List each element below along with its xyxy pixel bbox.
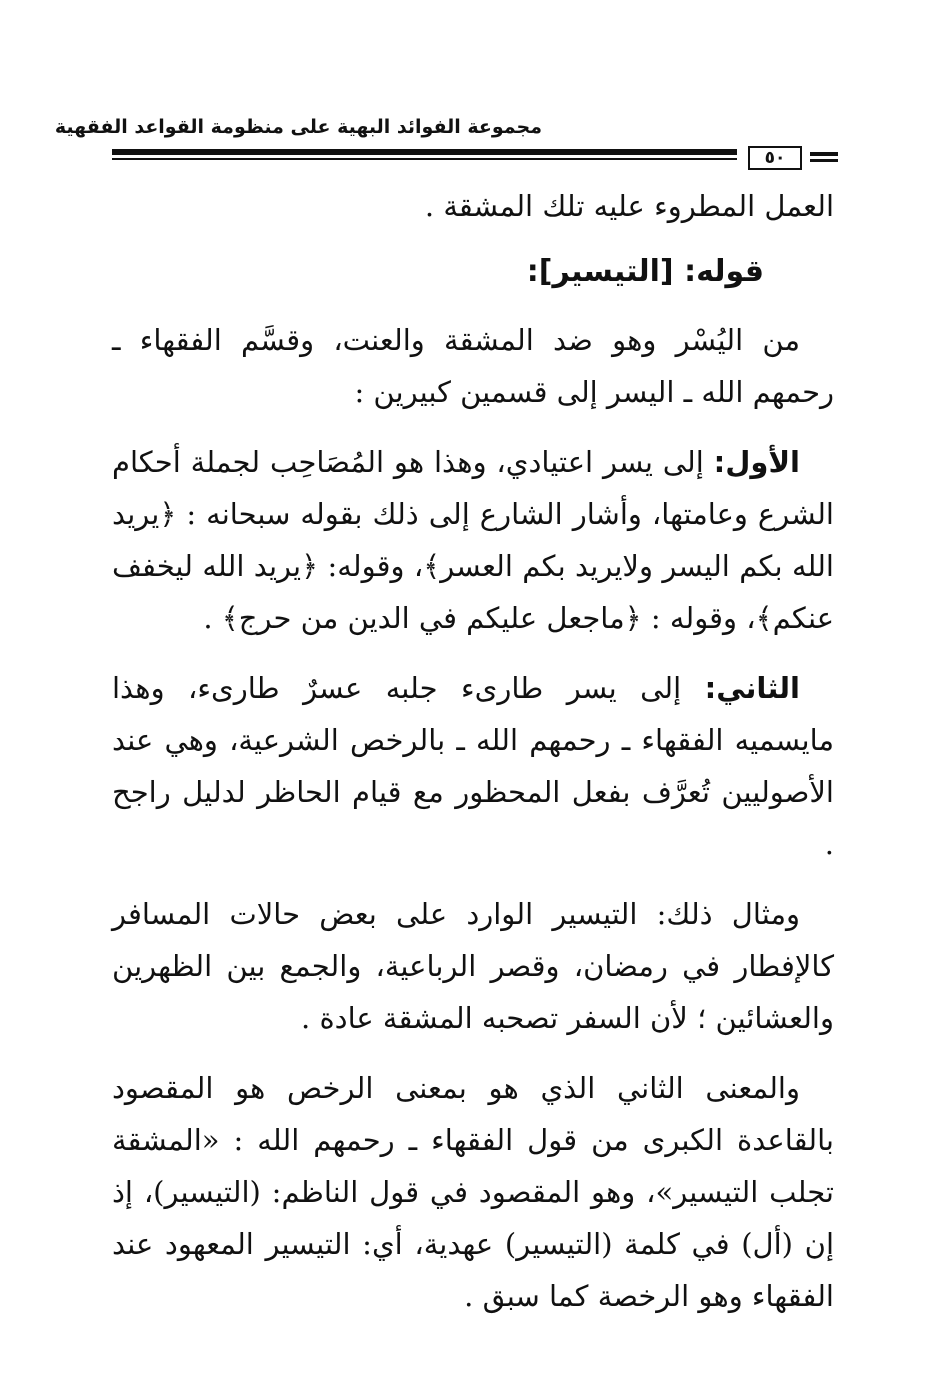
section-heading: قوله: [التيسير]:: [526, 254, 764, 289]
header-side-rule: [810, 152, 838, 156]
page-body: [112, 180, 834, 1340]
header-rule-thin: [112, 158, 737, 160]
paragraph-second-meaning: والمعنى الثاني الذي هو بمعنى الرخص هو المقصود بالقاعدة الكبرى من قول الفقهاء ـ رحمهم الله : «المشقة تجلب التيسير»، وهو المقصود في قول الناظم: (التيسير)، إذ إن (أل) في كلمة (التيسير) عهدية، أي: التيسير المعهود عند الفقهاء وهو الرخصة كما سبق .: [112, 1071, 834, 1313]
paragraph-definition: من اليُسْر وهو ضد المشقة والعنت، وقسَّم الفقهاء ـ رحمهم الله ـ اليسر إلى قسمين كبيرين :: [112, 323, 834, 409]
paragraph-text: إلى يسر اعتيادي، وهذا هو المُصَاحِب لجملة أحكام الشرع وعامتها، وأشار الشارع إلى ذلك بقوله سبحانه : ﴿يريد الله بكم اليسر ولايريد بكم العسر﴾، وقوله: ﴿يريد الله ليخفف عنكم﴾، وقوله : ﴿ماجعل عليكم في الدين من حرج﴾ .: [112, 445, 834, 635]
page-header: [54, 112, 832, 172]
paragraph-label: الثاني:: [704, 671, 800, 705]
header-side-rule: [810, 159, 838, 162]
paragraph-second-type: [112, 662, 834, 870]
paragraph-example: ومثال ذلك: التيسير الوارد على بعض حالات المسافر كالإفطار في رمضان، وقصر الرباعية، والجمع بين الظهرين والعشائين ؛ لأن السفر تصحبه المشقة عادة .: [112, 897, 834, 1035]
header-rule-thick: [112, 149, 737, 155]
paragraph-label: الأول:: [713, 445, 800, 479]
running-title: مجموعة الفوائد البهية على منظومة القواعد الفقهية: [54, 116, 542, 138]
paragraph-first-type: [112, 436, 834, 644]
paragraph-text: إلى يسر طارىء جلبه عسرٌ طارىء، وهذا مايسميه الفقهاء ـ رحمهم الله ـ بالرخص الشرعية، وهي عند الأصوليين تُعرَّف بفعل المحظور مع قيام الحاظر لدليل راجح .: [112, 671, 834, 861]
continuation-line: العمل المطروء عليه تلك المشقة .: [424, 189, 834, 223]
page-number: ٥٠: [748, 146, 802, 170]
